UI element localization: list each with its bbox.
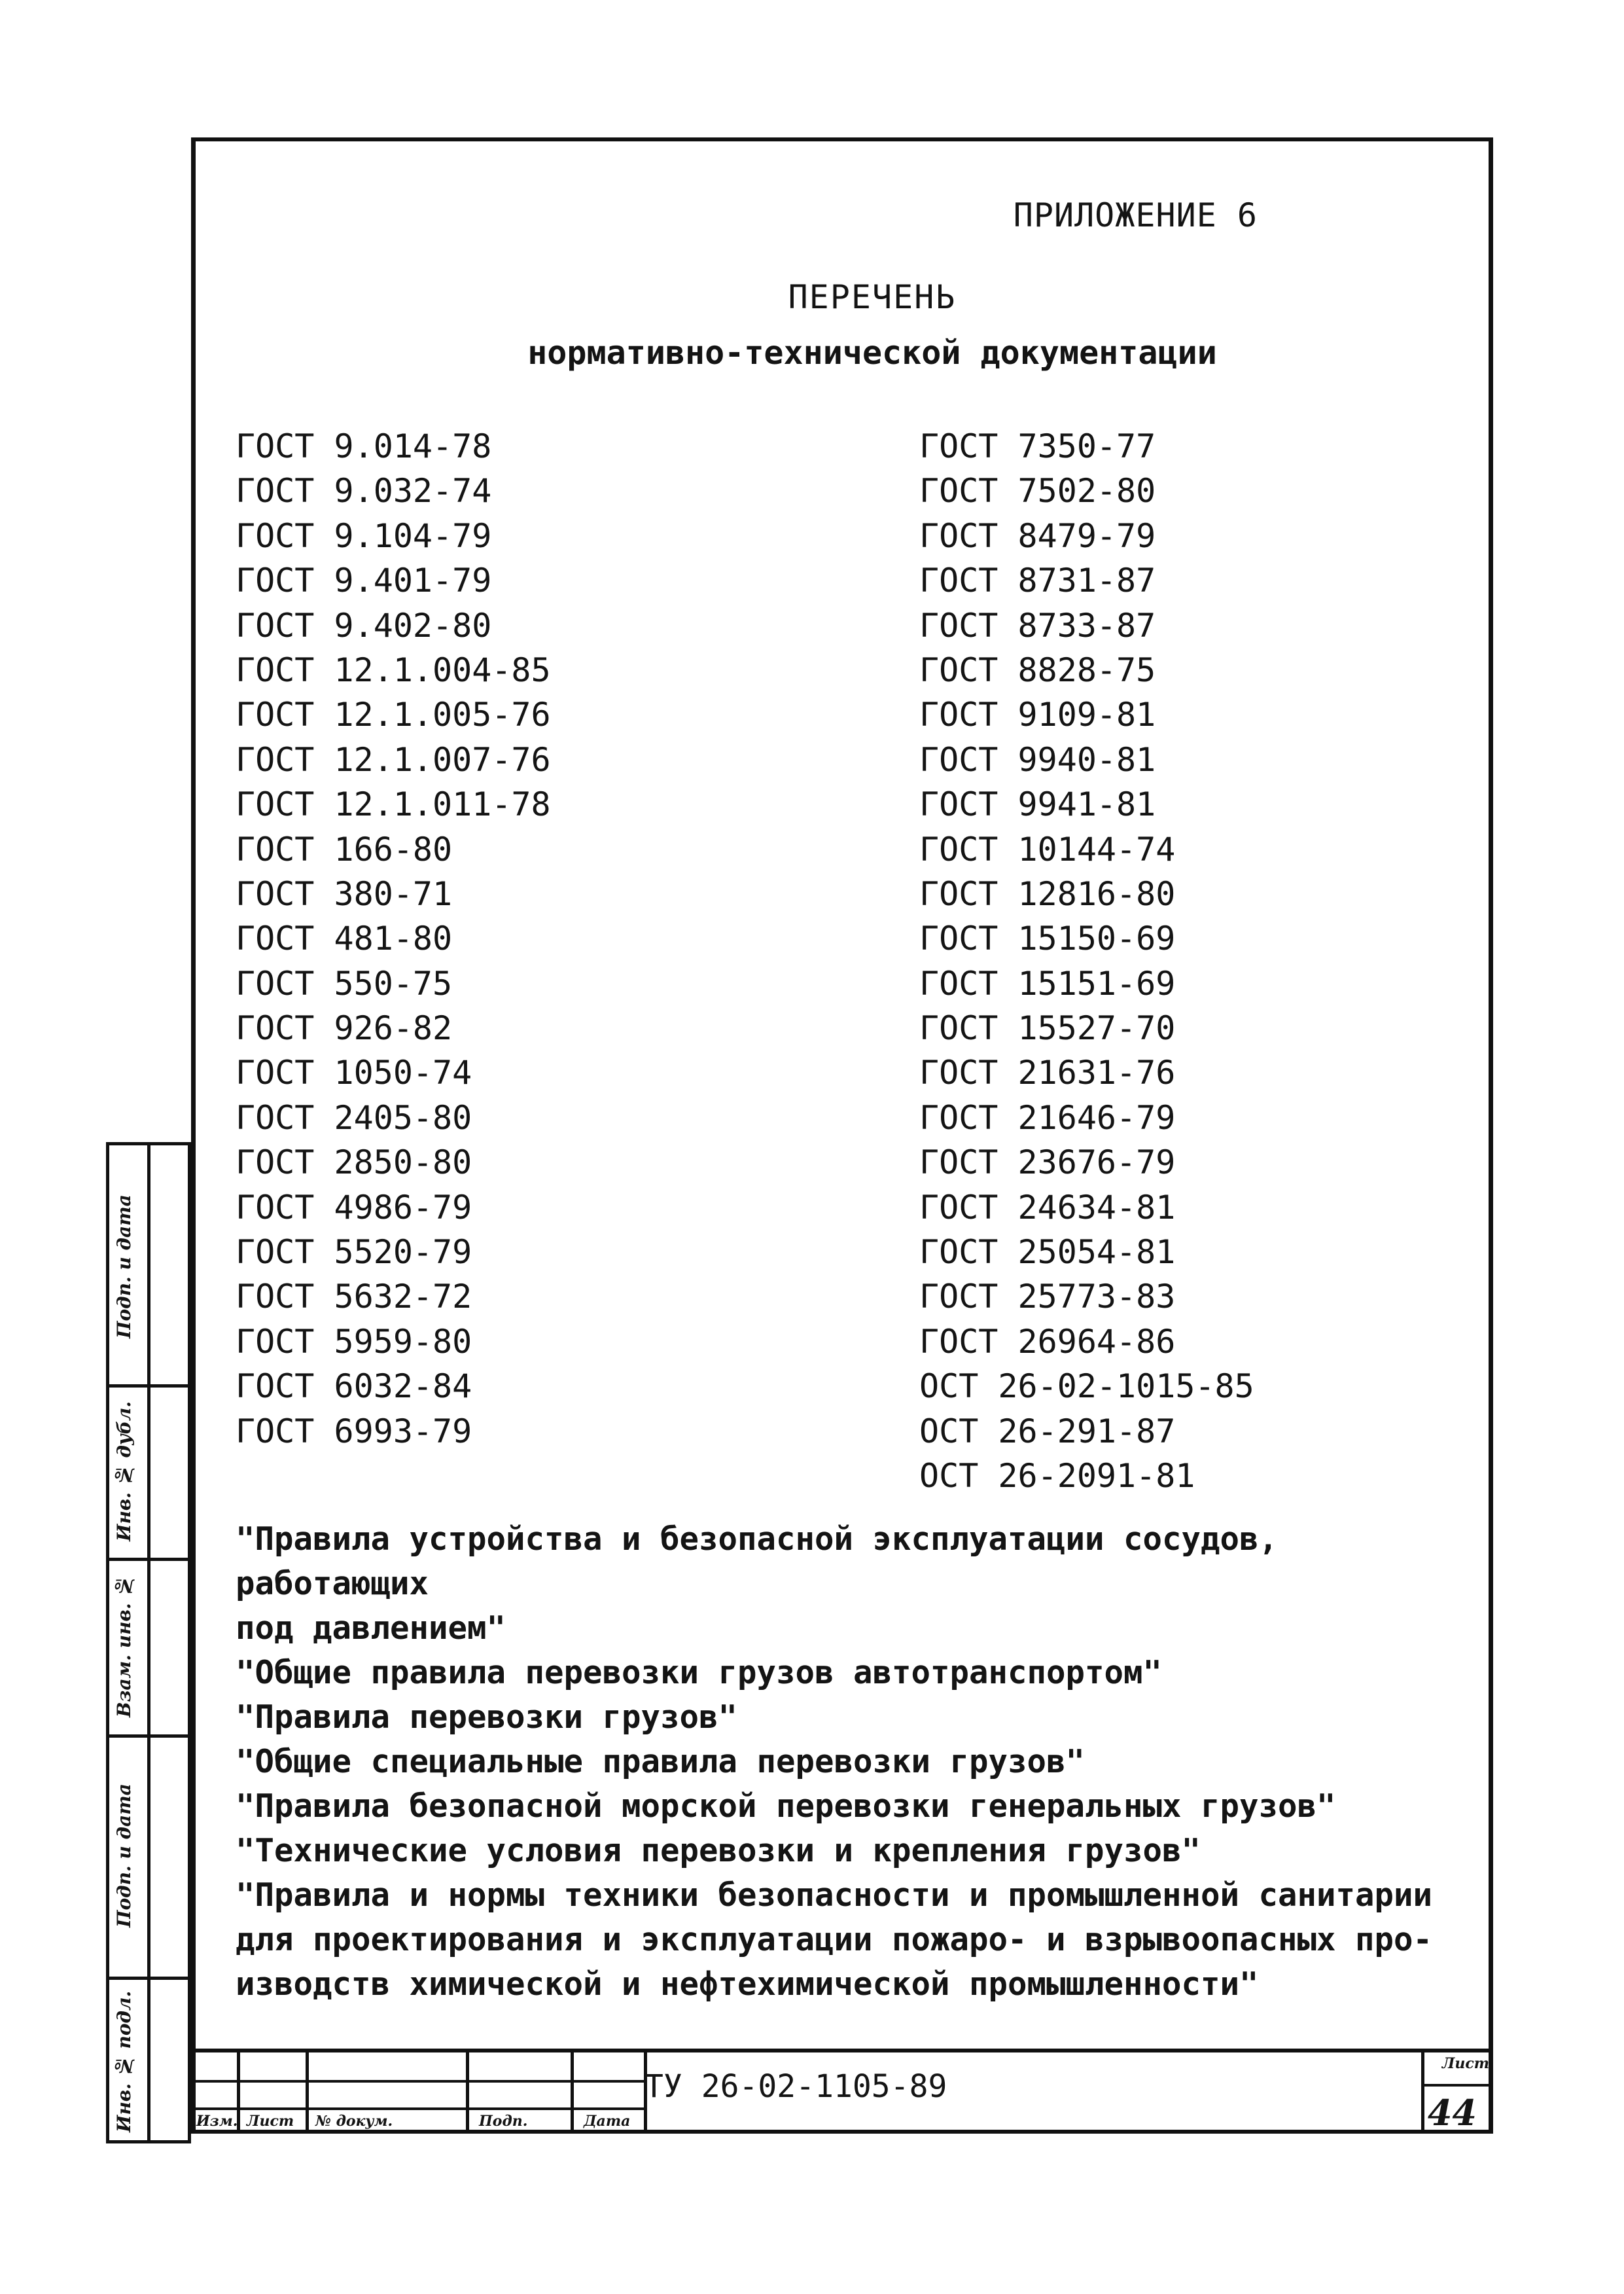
rules-line: под давлением" xyxy=(236,1609,506,1647)
standard-item: ГОСТ 481-80 xyxy=(236,920,453,958)
rules-line: "Общие правила перевозки грузов автотранспортом" xyxy=(236,1654,1163,1691)
standard-item: ГОСТ 166-80 xyxy=(236,830,453,869)
standards-list-left xyxy=(236,424,551,1454)
document-title: ПЕРЕЧЕНЬ xyxy=(788,278,957,316)
standard-item: ГОСТ 12.1.007-76 xyxy=(236,740,551,779)
standard-item: ГОСТ 9.014-78 xyxy=(236,427,492,465)
standard-item: ОСТ 26-2091-81 xyxy=(919,1456,1195,1495)
standard-item: ГОСТ 15151-69 xyxy=(919,964,1176,1003)
standard-item: ГОСТ 25773-83 xyxy=(919,1278,1176,1316)
standard-item: ГОСТ 9.032-74 xyxy=(236,472,492,511)
rules-line: "Правила безопасной морской перевозки генеральных грузов" xyxy=(236,1787,1336,1825)
standard-item: ГОСТ 15150-69 xyxy=(919,920,1176,958)
side-label-orig-inv: Инв. № подл. xyxy=(113,1990,135,2133)
standard-item: ГОСТ 25054-81 xyxy=(919,1233,1176,1272)
title-block-rule xyxy=(1421,2052,1424,2134)
title-block-rule xyxy=(466,2052,469,2134)
standard-item: ГОСТ 9.104-79 xyxy=(236,516,492,555)
standard-item: ГОСТ 21631-76 xyxy=(919,1054,1176,1092)
standard-item: ГОСТ 8479-79 xyxy=(919,516,1156,555)
standard-item: ГОСТ 550-75 xyxy=(236,964,453,1003)
standard-item: ГОСТ 9940-81 xyxy=(919,740,1156,779)
standard-item: ГОСТ 7502-80 xyxy=(919,472,1156,511)
stamp-caption-doc-no: № докум. xyxy=(315,2113,393,2130)
stamp-caption-sheet: Лист xyxy=(247,2113,294,2130)
standard-item: ГОСТ 21646-79 xyxy=(919,1098,1176,1137)
standard-item: ГОСТ 12.1.011-78 xyxy=(236,785,551,824)
standard-item: ОСТ 26-291-87 xyxy=(919,1412,1176,1450)
standard-item: ГОСТ 9.402-80 xyxy=(236,606,492,645)
standards-list-right xyxy=(919,424,1254,1498)
standard-item: ГОСТ 5632-72 xyxy=(236,1278,472,1316)
standard-item: ГОСТ 2850-80 xyxy=(236,1143,472,1182)
stamp-caption-change: Изм. xyxy=(196,2113,238,2130)
stamp-caption-signature: Подп. xyxy=(479,2113,528,2130)
rules-list xyxy=(236,1517,1453,2007)
standard-item: ГОСТ 380-71 xyxy=(236,874,453,913)
standard-item: ГОСТ 15527-70 xyxy=(919,1009,1176,1048)
standard-item: ГОСТ 12816-80 xyxy=(919,874,1176,913)
side-strip-divider xyxy=(147,1145,150,2140)
side-label-replace-inv: Взам. инв. № xyxy=(113,1575,135,1717)
standard-item: ГОСТ 9941-81 xyxy=(919,785,1156,824)
standard-item: ГОСТ 6993-79 xyxy=(236,1412,472,1450)
standard-item: ГОСТ 8828-75 xyxy=(919,651,1156,689)
side-label-sign-date: Подп. и дата xyxy=(113,1783,135,1927)
title-block-rule xyxy=(191,2107,646,2110)
standard-item: ГОСТ 2405-80 xyxy=(236,1098,472,1137)
side-strip-rule xyxy=(109,1977,188,1980)
rules-line: изводств химической и нефтехимической промышленности" xyxy=(236,1965,1259,2003)
rules-line: "Правила и нормы техники безопасности и промышленной санитарии xyxy=(236,1876,1433,1914)
sheet-number: 44 xyxy=(1427,2092,1477,2134)
side-strip-rule xyxy=(109,1558,188,1561)
title-block-rule xyxy=(571,2052,574,2134)
appendix-label: ПРИЛОЖЕНИЕ 6 xyxy=(1013,196,1258,234)
standard-item: ГОСТ 9109-81 xyxy=(919,696,1156,734)
title-block-rule xyxy=(191,2080,646,2083)
standard-item: ГОСТ 8733-87 xyxy=(919,606,1156,645)
title-block-rule xyxy=(306,2052,309,2134)
sheet-caption: Лист xyxy=(1441,2055,1489,2072)
standard-item: ГОСТ 23676-79 xyxy=(919,1143,1176,1182)
standard-item: ГОСТ 926-82 xyxy=(236,1009,453,1048)
standard-item: ГОСТ 24634-81 xyxy=(919,1188,1176,1227)
title-block-rule xyxy=(1424,2084,1493,2087)
side-strip-rule xyxy=(109,1384,188,1388)
standard-item: ГОСТ 7350-77 xyxy=(919,427,1156,465)
standard-item: ГОСТ 5959-80 xyxy=(236,1322,472,1361)
standard-item: ГОСТ 10144-74 xyxy=(919,830,1176,869)
standard-item: ГОСТ 12.1.005-76 xyxy=(236,696,551,734)
rules-line: для проектирования и эксплуатации пожаро- и взрывоопасных про- xyxy=(236,1921,1433,1958)
standard-item: ОСТ 26-02-1015-85 xyxy=(919,1367,1254,1406)
standard-item: ГОСТ 8731-87 xyxy=(919,562,1156,600)
document-designation: ТУ 26-02-1105-89 xyxy=(644,2068,947,2105)
standard-item: ГОСТ 4986-79 xyxy=(236,1188,472,1227)
rules-line: "Общие специальные правила перевозки грузов" xyxy=(236,1743,1086,1780)
standard-item: ГОСТ 6032-84 xyxy=(236,1367,472,1406)
standard-item: ГОСТ 9.401-79 xyxy=(236,562,492,600)
rules-line: "Правила перевозки грузов" xyxy=(236,1698,738,1736)
standard-item: ГОСТ 12.1.004-85 xyxy=(236,651,551,689)
side-label-dup-inv: Инв. № дубл. xyxy=(113,1401,135,1541)
standard-item: ГОСТ 5520-79 xyxy=(236,1233,472,1272)
standard-item: ГОСТ 1050-74 xyxy=(236,1054,472,1092)
side-label-sign-date: Подп. и дата xyxy=(113,1194,135,1338)
stamp-caption-date: Дата xyxy=(584,2113,631,2130)
rules-line: "Правила устройства и безопасной эксплуатации сосудов, работающих xyxy=(236,1520,1279,1602)
rules-line: "Технические условия перевозки и крепления грузов" xyxy=(236,1832,1201,1869)
side-strip-rule xyxy=(109,1734,188,1738)
standard-item: ГОСТ 26964-86 xyxy=(919,1322,1176,1361)
side-stamp-strip xyxy=(106,1142,191,2143)
document-subtitle: нормативно-технической документации xyxy=(527,334,1217,372)
